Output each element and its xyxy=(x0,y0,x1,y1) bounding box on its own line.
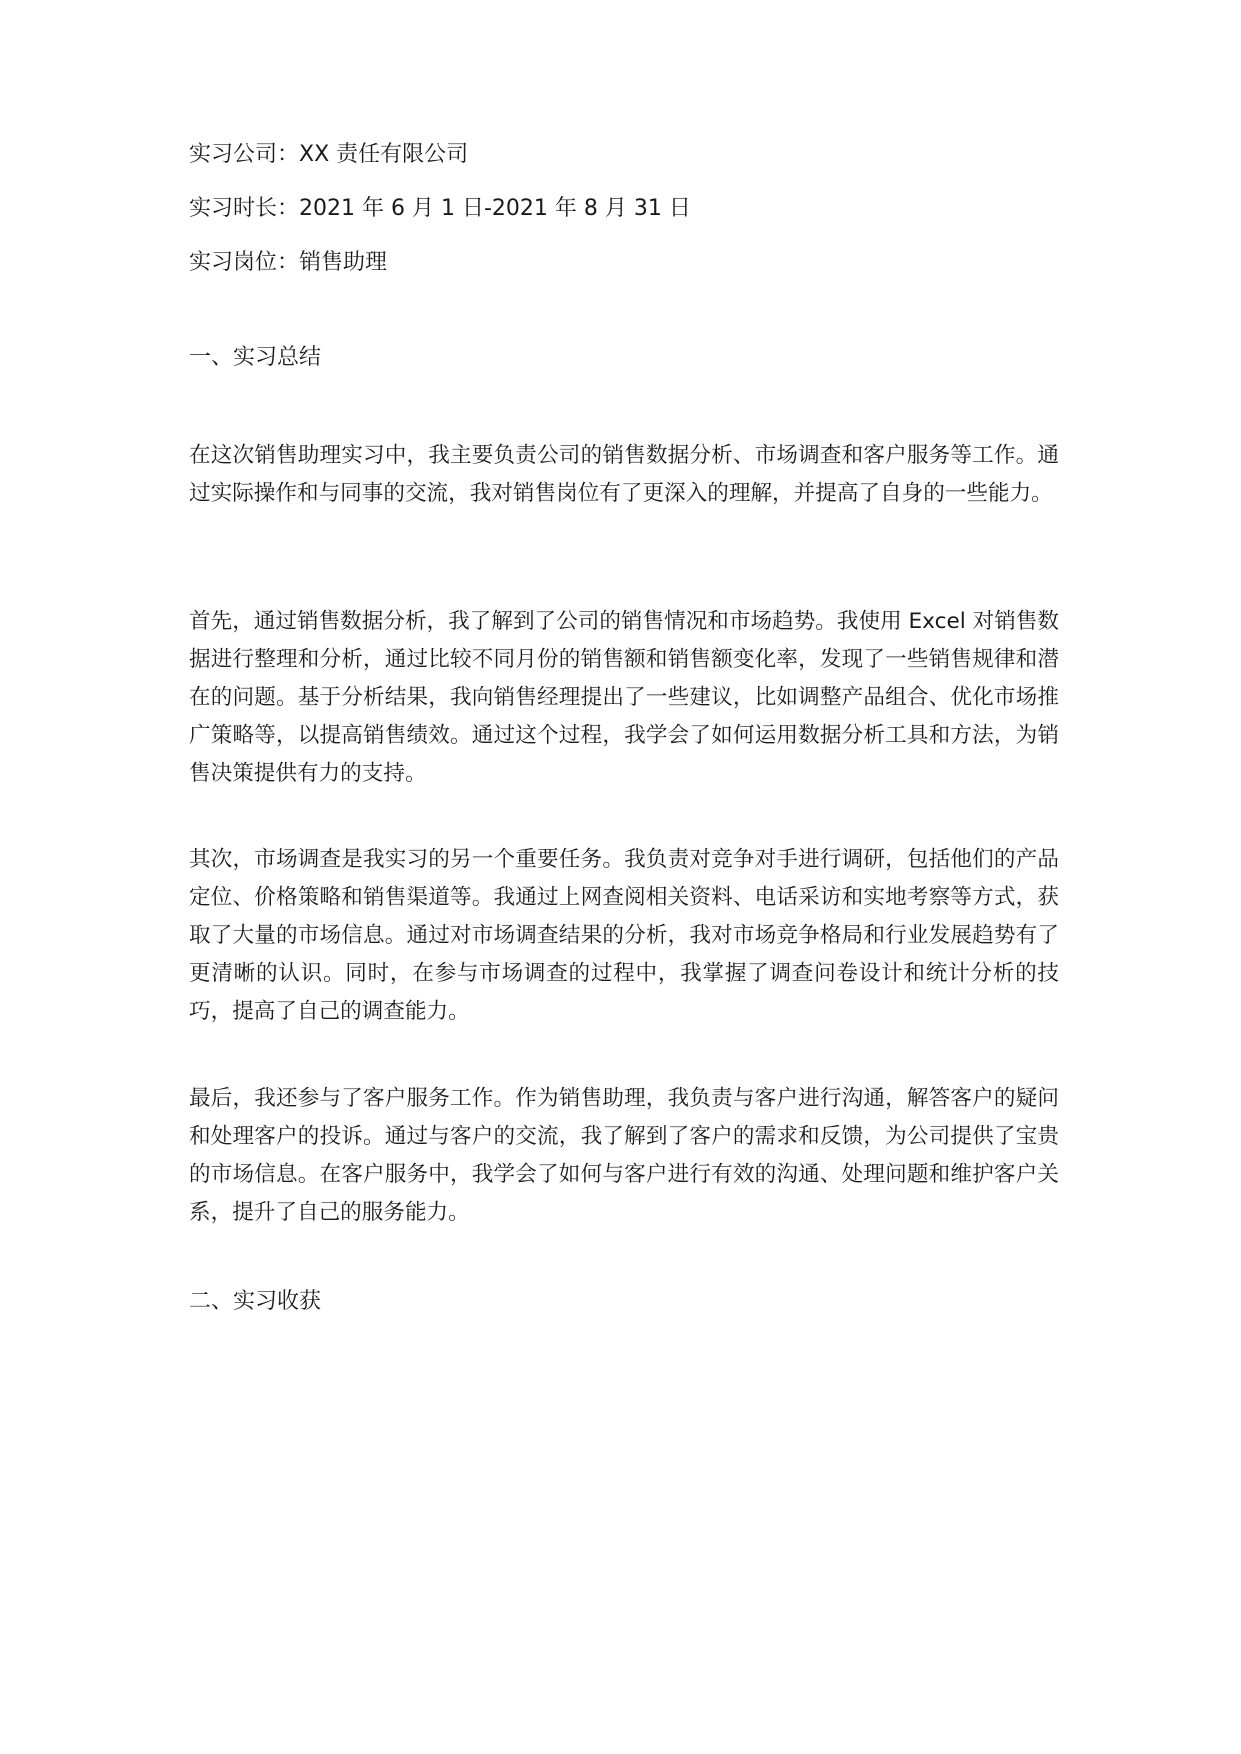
section-heading-gains: 二、实习收获 xyxy=(189,1289,322,1314)
paragraph-customer-service: 最后，我还参与了客户服务工作。作为销售助理，我负责与客户进行沟通，解答客户的疑问和处理客户的投诉。通过与客户的交流，我了解到了客户的需求和反馈，为公司提供了宝贵的市场信息。在客户服务中，我学会了如何与客户进行有效的沟通、处理问题和维护客户关系，提升了自己的服务能力。 xyxy=(189,1086,1059,1225)
duration-line: 实习时长：2021 年 6 月 1 日-2021 年 8 月 31 日 xyxy=(189,196,691,221)
section-heading-summary: 一、实习总结 xyxy=(189,345,322,370)
company-line: 实习公司：XX 责任有限公司 xyxy=(189,142,469,167)
paragraph-data-analysis: 首先，通过销售数据分析，我了解到了公司的销售情况和市场趋势。我使用 Excel 对销售数据进行整理和分析，通过比较不同月份的销售额和销售额变化率，发现了一些销售规律和潜在的问题。基于分析结果，我向销售经理提出了一些建议，比如调整产品组合、优化市场推广策略等，以提高销售绩效。通过这个过程，我学会了如何运用数据分析工具和方法，为销售决策提供有力的支持。 xyxy=(189,609,1059,786)
paragraph-intro: 在这次销售助理实习中，我主要负责公司的销售数据分析、市场调查和客户服务等工作。通过实际操作和与同事的交流，我对销售岗位有了更深入的理解，并提高了自身的一些能力。 xyxy=(189,443,1059,506)
paragraph-market-research: 其次，市场调查是我实习的另一个重要任务。我负责对竞争对手进行调研，包括他们的产品定位、价格策略和销售渠道等。我通过上网查阅相关资料、电话采访和实地考察等方式，获取了大量的市场信息。通过对市场调查结果的分析，我对市场竞争格局和行业发展趋势有了更清晰的认识。同时，在参与市场调查的过程中，我掌握了调查问卷设计和统计分析的技巧，提高了自己的调查能力。 xyxy=(189,847,1059,1024)
position-line: 实习岗位：销售助理 xyxy=(189,250,388,275)
